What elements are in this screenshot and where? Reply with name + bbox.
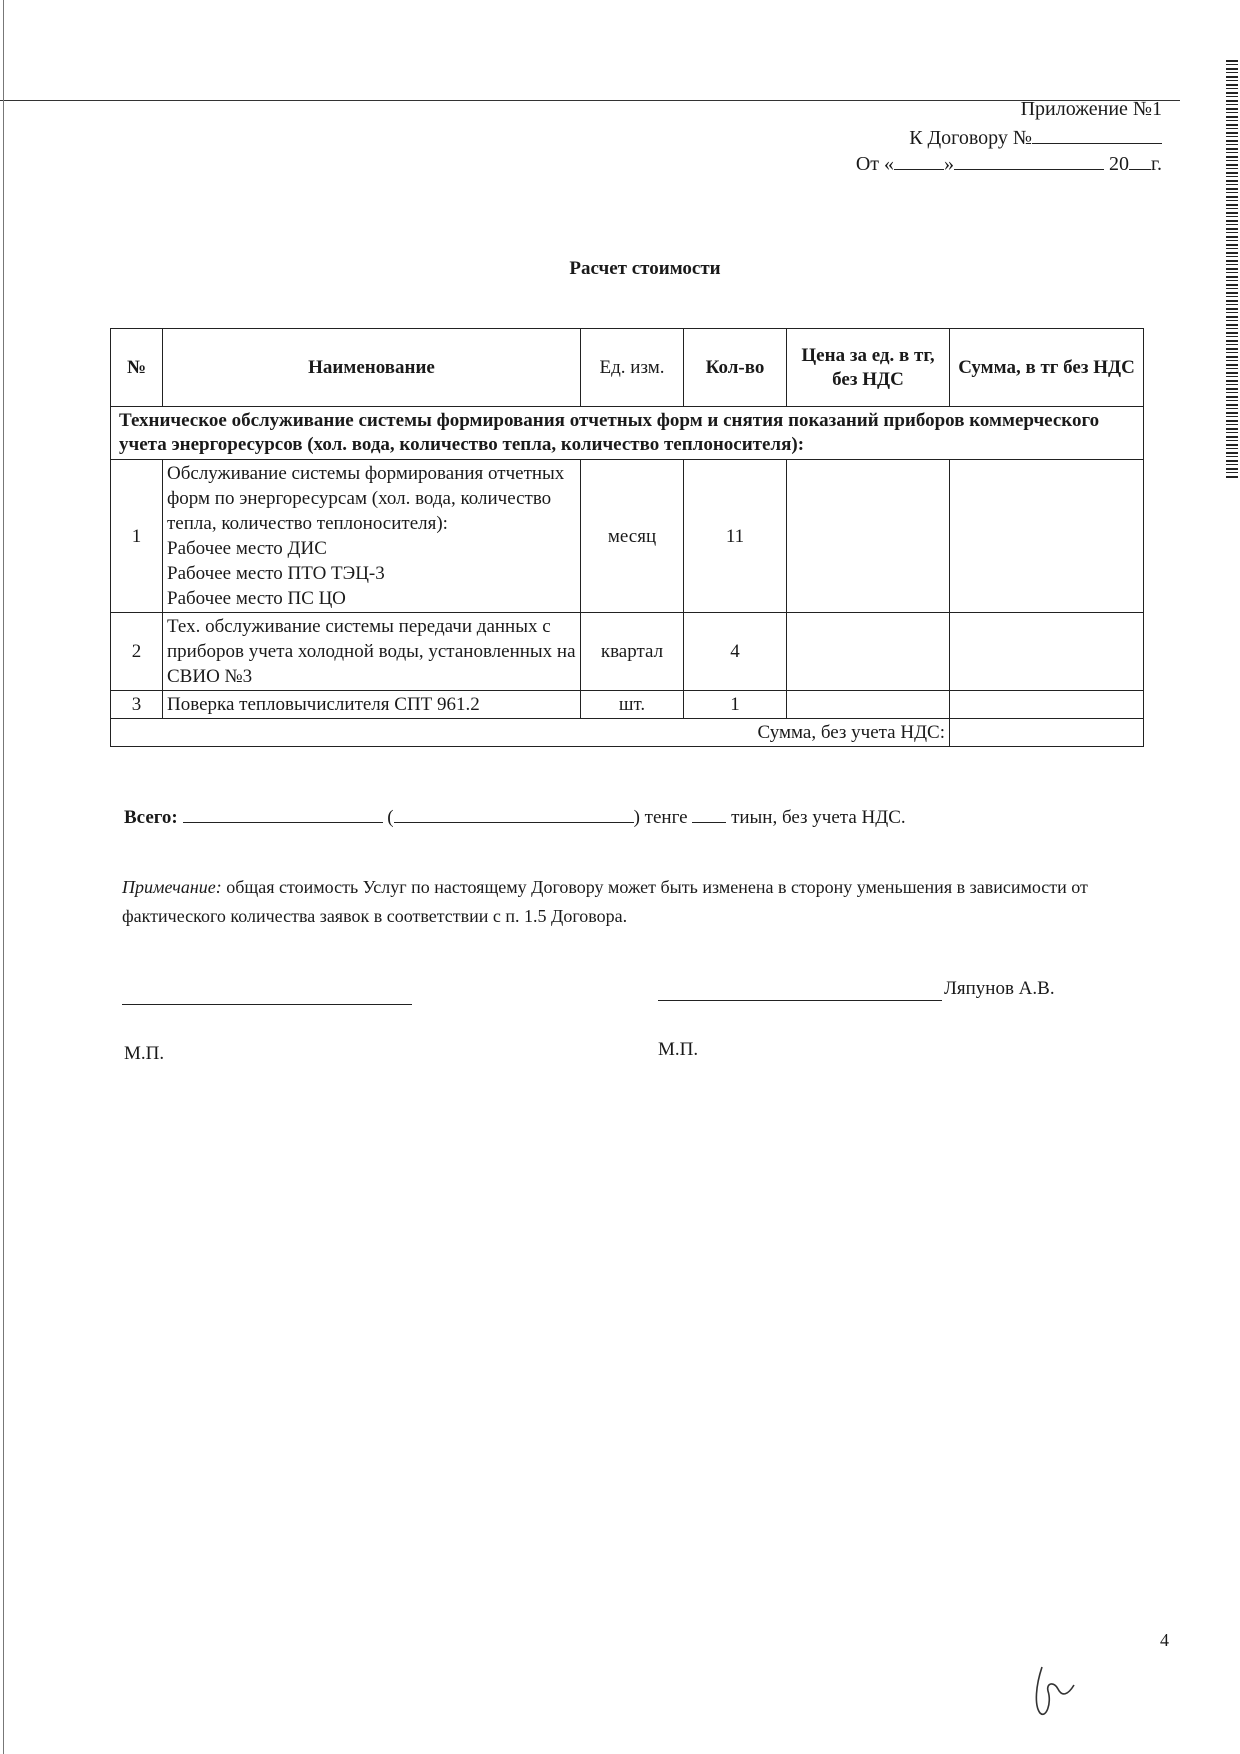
row-2-sum	[950, 613, 1144, 691]
right-signature-line	[658, 1000, 942, 1001]
day-blank	[894, 151, 944, 170]
row-2-number: 2	[111, 613, 163, 691]
total-value	[950, 719, 1144, 747]
cost-table	[110, 328, 1144, 747]
row-1-subitem: Рабочее место ДИС	[167, 538, 327, 559]
document-title: Расчет стоимости	[569, 258, 721, 279]
year-prefix: 20	[1109, 153, 1130, 175]
total-amount-blank	[183, 804, 383, 823]
initials-signature-icon	[1028, 1655, 1088, 1725]
year-suffix: г.	[1151, 153, 1162, 175]
tenge-label: ) тенге	[633, 807, 688, 828]
note-paragraph	[122, 873, 1162, 931]
right-stamp-label: М.П.	[658, 1039, 699, 1060]
row-1-price	[787, 460, 950, 613]
row-1-unit: месяц	[581, 460, 684, 613]
note-text: общая стоимость Услуг по настоящему Договору может быть изменена в сторону уменьшения в зависимости от фактического количества заявок в соответствии с п. 1.5 Договора.	[122, 877, 1088, 926]
left-stamp-label: М.П.	[124, 1043, 165, 1064]
tiyn-blank	[692, 804, 726, 823]
contract-number-blank	[1032, 125, 1162, 144]
row-1-subitem: Рабочее место ПС ЦО	[167, 588, 346, 609]
grand-total-line	[124, 804, 906, 829]
left-signature-line	[122, 1004, 412, 1005]
appendix-label: Приложение №1	[1020, 98, 1162, 120]
contract-date-line	[856, 151, 1162, 176]
open-paren: (	[387, 807, 394, 828]
col-name: Наименование	[163, 329, 581, 407]
table-row	[111, 691, 1144, 719]
right-signatory-name: Ляпунов А.В.	[944, 978, 1055, 999]
contract-label: К Договору №	[909, 127, 1032, 149]
section-row	[111, 407, 1144, 460]
row-1-name-text: Обслуживание системы формирования отчетных форм по энергоресурсам (хол. вода, количество тепла, количество теплоносителя):	[167, 463, 565, 534]
total-words-blank	[394, 804, 634, 823]
date-close: »	[944, 153, 955, 175]
table-header-row	[111, 329, 1144, 407]
tiyn-label: тиын, без учета НДС.	[731, 807, 906, 828]
note-label: Примечание:	[122, 877, 222, 897]
row-1-subitem: Рабочее место ПТО ТЭЦ-3	[167, 563, 385, 584]
table-total-row	[111, 719, 1144, 747]
grand-total-label: Всего:	[124, 807, 178, 828]
table-row	[111, 460, 1144, 613]
row-1-number: 1	[111, 460, 163, 613]
row-3-unit: шт.	[581, 691, 684, 719]
section-title: Техническое обслуживание системы формирования отчетных форм и снятия показаний приборов коммерческого учета энергоресурсов (хол. вода, количество тепла, количество теплоносителя):	[111, 407, 1144, 460]
col-qty: Кол-во	[684, 329, 787, 407]
row-2-name: Тех. обслуживание системы передачи данных с приборов учета холодной воды, установленных на СВИО №3	[163, 613, 581, 691]
row-3-sum	[950, 691, 1144, 719]
date-open: От «	[855, 153, 895, 175]
col-sum: Сумма, в тг без НДС	[950, 329, 1144, 407]
row-2-price	[787, 613, 950, 691]
row-3-name: Поверка тепловычислителя СПТ 961.2	[163, 691, 581, 719]
year-blank	[1129, 151, 1151, 170]
row-2-qty: 4	[684, 613, 787, 691]
row-1-sum	[950, 460, 1144, 613]
col-unit: Ед. изм.	[581, 329, 684, 407]
col-number: №	[111, 329, 163, 407]
total-label: Сумма, без учета НДС:	[111, 719, 950, 747]
row-3-price	[787, 691, 950, 719]
contract-number-line	[909, 125, 1162, 150]
month-blank	[954, 151, 1104, 170]
row-1-name	[163, 460, 581, 613]
row-1-qty: 11	[684, 460, 787, 613]
row-3-qty: 1	[684, 691, 787, 719]
row-2-unit: квартал	[581, 613, 684, 691]
top-rule	[0, 100, 1180, 101]
page-number: 4	[1160, 1630, 1169, 1650]
row-3-number: 3	[111, 691, 163, 719]
table-row	[111, 613, 1144, 691]
col-price: Цена за ед. в тг, без НДС	[787, 329, 950, 407]
